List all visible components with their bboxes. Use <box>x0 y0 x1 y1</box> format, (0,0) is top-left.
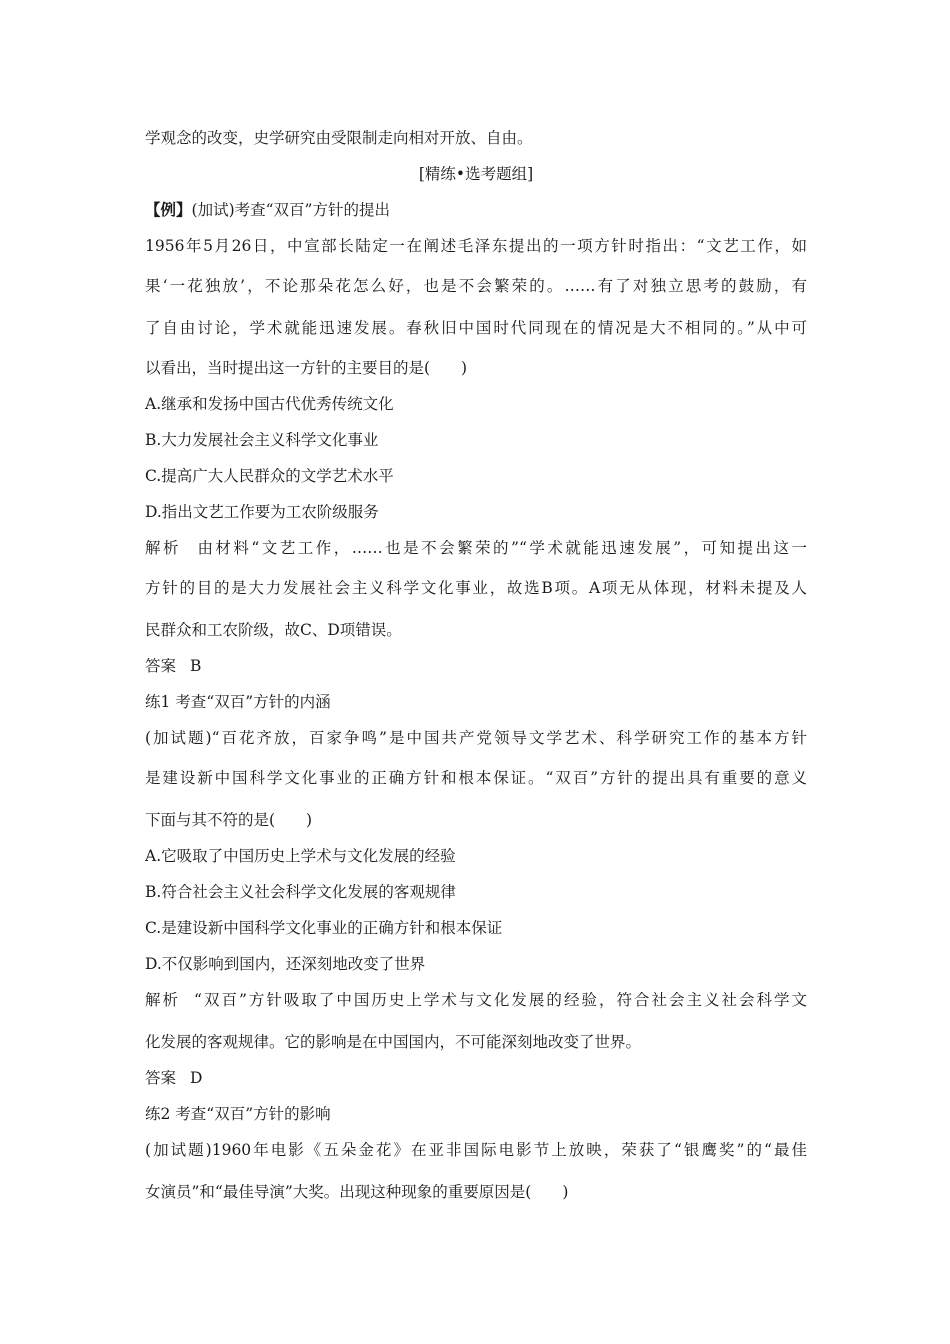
example-tag: 【例】 <box>145 200 192 219</box>
example-analysis-line: 方针的目的是大力发展社会主义科学文化事业，故选B项。A项无从体现，材料未提及人 <box>145 579 807 597</box>
example-analysis-line: 民群众和工农阶级，故C、D项错误。 <box>145 621 402 639</box>
practice1-stem-line: (加试题)“百花齐放，百家争鸣”是中国共产党领导文学艺术、科学研究工作的基本方针 <box>145 729 807 747</box>
practice1-option-d: D.不仅影响到国内，还深刻地改变了世界 <box>145 955 426 973</box>
practice1-option-c: C.是建设新中国科学文化事业的正确方针和根本保证 <box>145 919 503 937</box>
example-option-c: C.提高广大人民群众的文学艺术水平 <box>145 467 394 485</box>
example-stem-line: 了自由讨论，学术就能迅速发展。春秋旧中国时代同现在的情况是大不相同的。”从中可 <box>145 319 807 337</box>
analysis-label: 解析 <box>145 991 181 1009</box>
practice1-option-b: B.符合社会主义社会科学文化发展的客观规律 <box>145 883 456 901</box>
answer-value: B <box>190 657 202 675</box>
answer-label: 答案 <box>145 1069 177 1087</box>
intro-tail: 学观念的改变，史学研究由受限制走向相对开放、自由。 <box>145 129 533 147</box>
example-title: (加试)考查“双百”方针的提出 <box>191 201 390 219</box>
example-option-d: D.指出文艺工作要为工农阶级服务 <box>145 503 379 521</box>
practice1-analysis-line: 化发展的客观规律。它的影响是在中国国内，不可能深刻地改变了世界。 <box>145 1033 642 1051</box>
analysis-text: “双百”方针吸取了中国历史上学术与文化发展的经验，符合社会主义社会科学文 <box>194 991 807 1009</box>
example-stem-line: 1956年5月26日，中宣部长陆定一在阐述毛泽东提出的一项方针时指出：“文艺工作，如 <box>145 237 807 255</box>
practice2-stem-line: 女演员”和“最佳导演”大奖。出现这种现象的重要原因是( ) <box>145 1183 569 1201</box>
example-answer-line <box>145 656 807 676</box>
analysis-label: 解析 <box>145 539 181 557</box>
example-stem-line: 以看出，当时提出这一方针的主要目的是( ) <box>145 359 468 377</box>
practice1-stem-line: 是建设新中国科学文化事业的正确方针和根本保证。“双百”方针的提出具有重要的意义 <box>145 769 807 787</box>
example-stem-line: 果‘一花独放’，不论那朵花怎么好，也是不会繁荣的。……有了对独立思考的鼓励，有 <box>145 277 807 295</box>
example-option-a: A.继承和发扬中国古代优秀传统文化 <box>145 395 394 413</box>
practice2-title: 练2 考查“双百”方针的影响 <box>145 1105 331 1123</box>
practice1-title: 练1 考查“双百”方针的内涵 <box>145 693 331 711</box>
example-title-line <box>145 200 807 220</box>
analysis-text: 由材料“文艺工作，……也是不会繁荣的”“学术就能迅速发展”，可知提出这一 <box>194 539 807 557</box>
answer-label: 答案 <box>145 657 177 675</box>
answer-value: D <box>190 1069 203 1087</box>
practice1-option-a: A.它吸取了中国历史上学术与文化发展的经验 <box>145 847 456 865</box>
section-header: [精练•选考题组] <box>418 165 534 183</box>
practice2-stem-line: (加试题)1960年电影《五朵金花》在亚非国际电影节上放映，荣获了“银鹰奖”的“最佳 <box>145 1141 807 1159</box>
practice1-analysis-line <box>145 990 807 1010</box>
example-option-b: B.大力发展社会主义科学文化事业 <box>145 431 379 449</box>
practice1-stem-line: 下面与其不符的是( ) <box>145 811 313 829</box>
example-analysis-line <box>145 538 807 558</box>
practice1-answer-line <box>145 1068 807 1088</box>
